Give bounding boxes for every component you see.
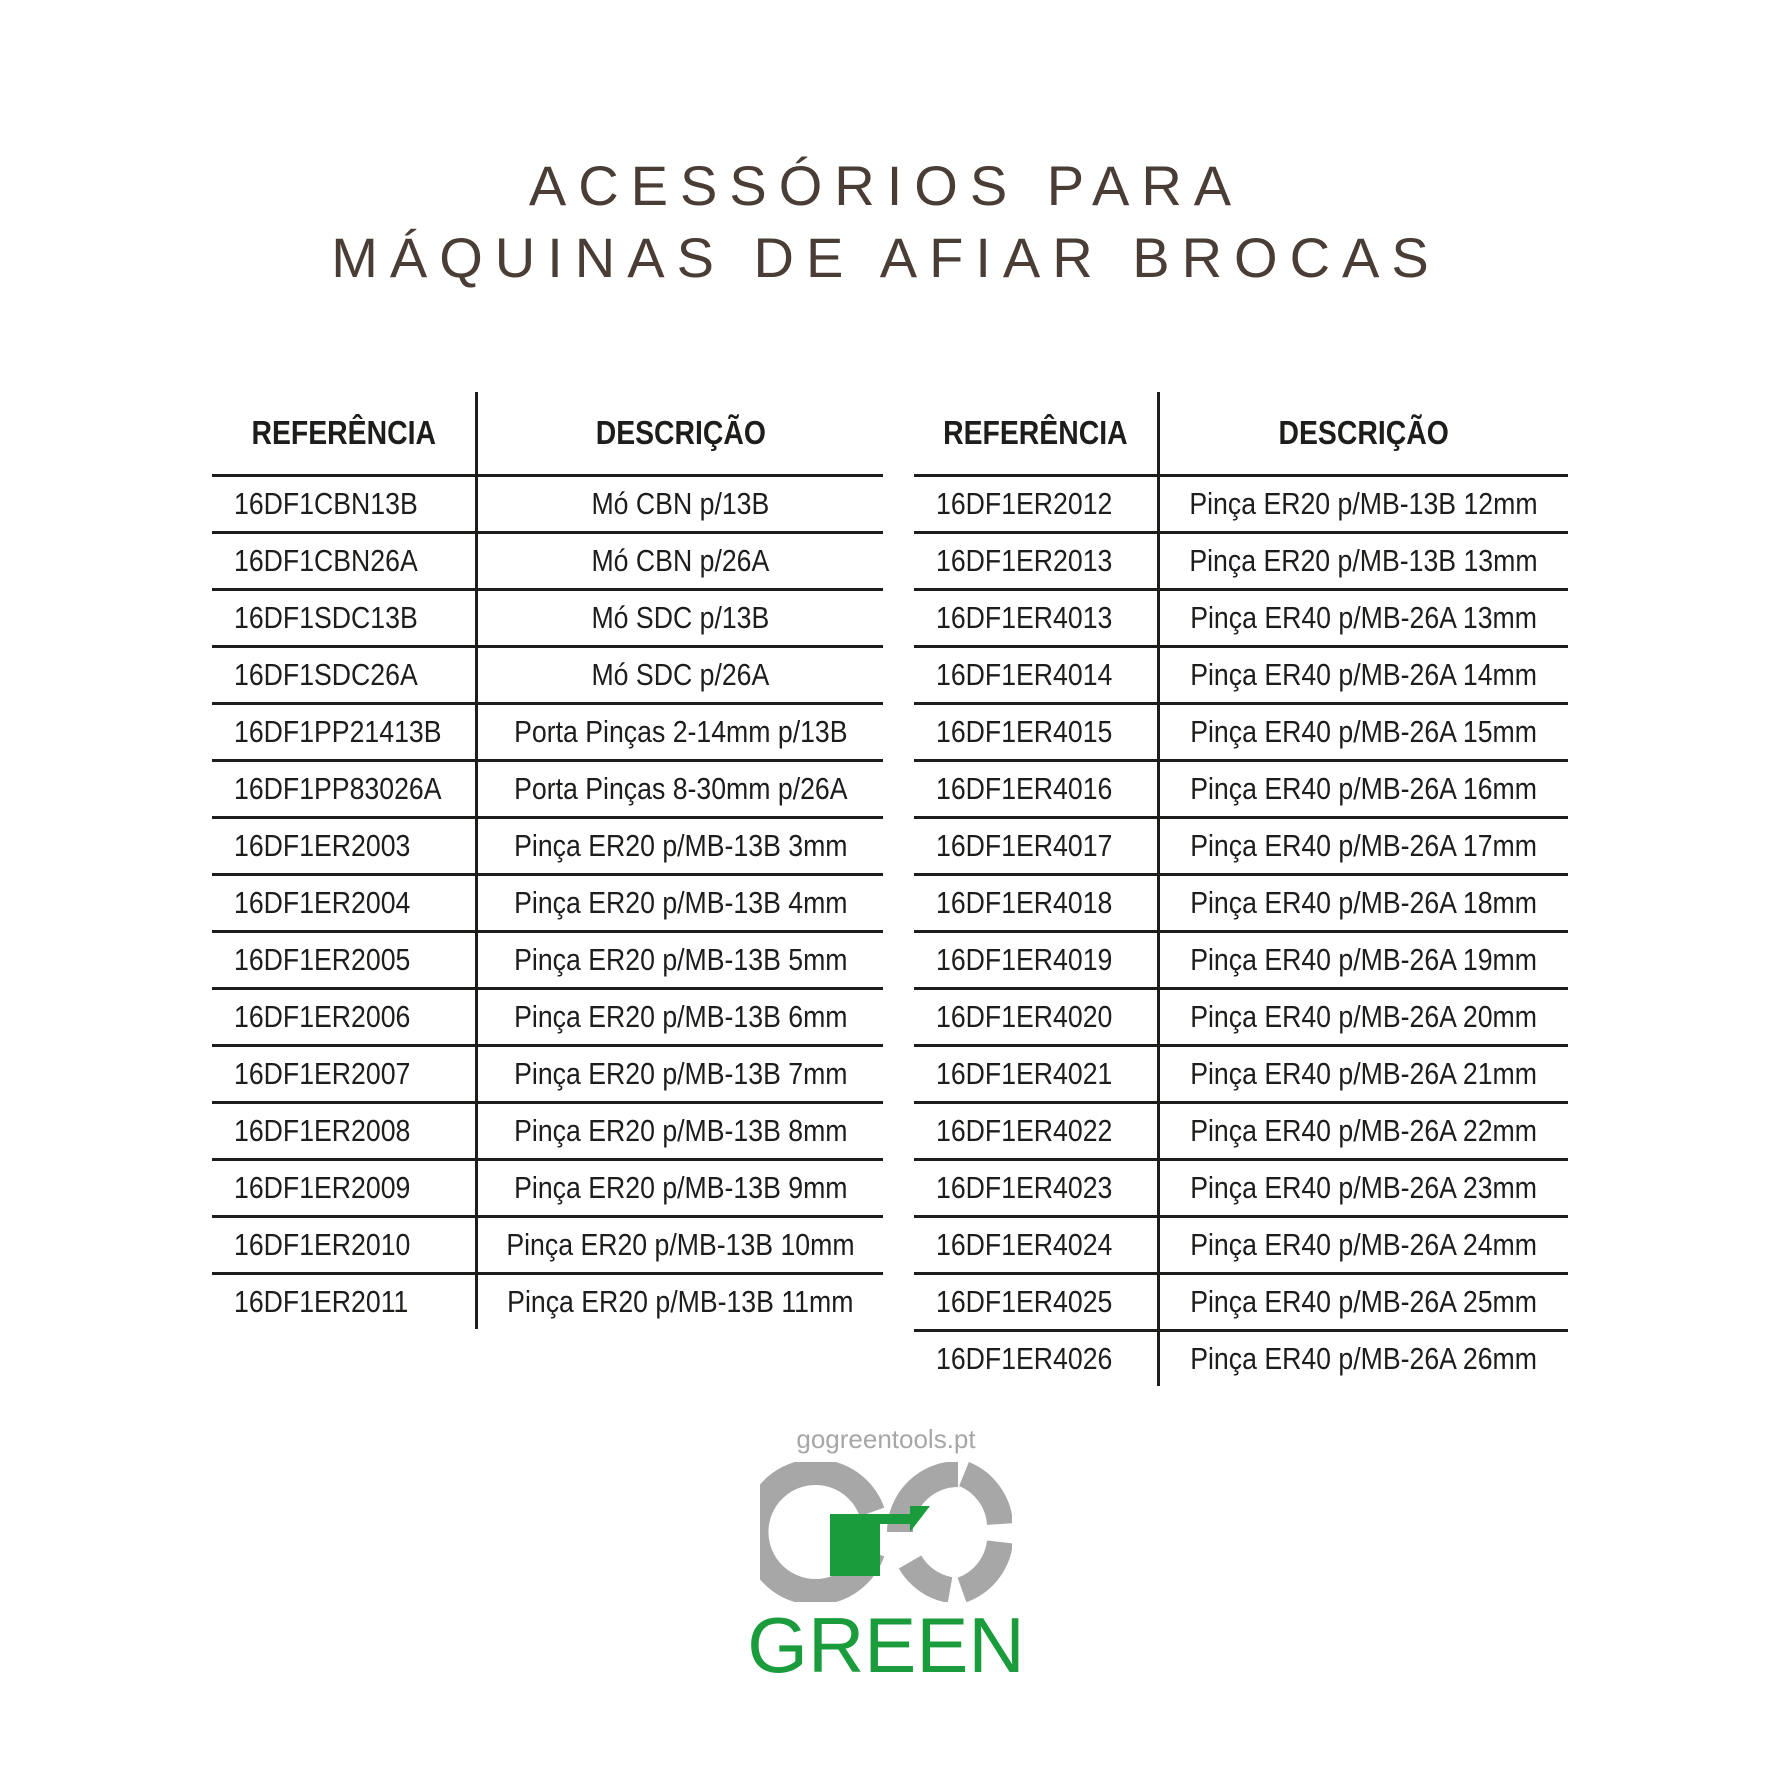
reference-text: 16DF1ER4018: [936, 885, 1113, 920]
reference-cell: [212, 1046, 477, 1103]
description-cell: [1158, 1217, 1568, 1274]
reference-cell: [212, 476, 477, 533]
description-text: Pinça ER20 p/MB-13B 3mm: [514, 828, 848, 863]
description-text: Pinça ER40 p/MB-26A 17mm: [1190, 828, 1538, 863]
reference-text: 16DF1ER2006: [234, 999, 411, 1034]
table-row: [914, 761, 1568, 818]
reference-text: 16DF1ER4020: [936, 999, 1113, 1034]
reference-cell: [212, 875, 477, 932]
table-row: [212, 647, 883, 704]
reference-cell: [212, 932, 477, 989]
description-text: Pinça ER40 p/MB-26A 13mm: [1190, 600, 1538, 635]
description-text: Pinça ER40 p/MB-26A 23mm: [1190, 1170, 1538, 1205]
reference-cell: [914, 1331, 1158, 1387]
description-cell: [477, 1046, 883, 1103]
description-cell: [1158, 647, 1568, 704]
logo-green-block: [830, 1524, 880, 1576]
reference-cell: [212, 1103, 477, 1160]
reference-text: 16DF1ER4023: [936, 1170, 1113, 1205]
website-url: gogreentools.pt: [796, 1424, 976, 1454]
table-row: [212, 932, 883, 989]
description-text: Pinça ER40 p/MB-26A 26mm: [1190, 1341, 1538, 1376]
table-row: [212, 590, 883, 647]
reference-text: 16DF1CBN26A: [234, 543, 418, 578]
description-cell: [1158, 875, 1568, 932]
table-row: [914, 875, 1568, 932]
reference-cell: [914, 1046, 1158, 1103]
table-row: [914, 1046, 1568, 1103]
reference-text: 16DF1ER2003: [234, 828, 411, 863]
reference-cell: [212, 1217, 477, 1274]
description-cell: [477, 647, 883, 704]
reference-cell: [212, 590, 477, 647]
description-text: Pinça ER40 p/MB-26A 25mm: [1190, 1284, 1538, 1319]
description-cell: [477, 875, 883, 932]
page-title: [0, 150, 1772, 294]
description-text: Pinça ER40 p/MB-26A 18mm: [1190, 885, 1538, 920]
table-row: [914, 989, 1568, 1046]
reference-cell: [914, 704, 1158, 761]
description-cell: [1158, 1046, 1568, 1103]
description-text: Pinça ER20 p/MB-13B 8mm: [514, 1113, 848, 1148]
description-cell: [1158, 1331, 1568, 1387]
table-row: [914, 533, 1568, 590]
reference-text: 16DF1ER2005: [234, 942, 411, 977]
description-text: Pinça ER20 p/MB-13B 12mm: [1189, 486, 1538, 521]
description-cell: [1158, 1160, 1568, 1217]
reference-cell: [212, 818, 477, 875]
description-cell: [477, 1160, 883, 1217]
table-row: [212, 476, 883, 533]
table-row: [914, 932, 1568, 989]
reference-text: 16DF1ER4019: [936, 942, 1113, 977]
reference-text: 16DF1ER2012: [936, 486, 1113, 521]
accessories-table-right: [914, 392, 1568, 1386]
logo-o-ring-right: [964, 1474, 1000, 1524]
description-cell: [477, 533, 883, 590]
table-row: [212, 1103, 883, 1160]
description-cell: [477, 590, 883, 647]
description-text: Porta Pinças 2-14mm p/13B: [514, 714, 848, 749]
reference-cell: [212, 647, 477, 704]
logo-o-ring-left: [910, 1562, 950, 1590]
description-cell: [1158, 590, 1568, 647]
description-text: Pinça ER20 p/MB-13B 4mm: [514, 885, 848, 920]
brand-name: GREEN: [747, 1601, 1025, 1689]
reference-text: 16DF1ER2009: [234, 1170, 411, 1205]
table-row: [914, 476, 1568, 533]
description-text: Mó CBN p/13B: [591, 486, 770, 521]
table-row: [914, 1103, 1568, 1160]
reference-cell: [914, 932, 1158, 989]
reference-text: 16DF1SDC13B: [234, 600, 418, 635]
description-text: Pinça ER40 p/MB-26A 21mm: [1190, 1056, 1538, 1091]
description-text: Pinça ER40 p/MB-26A 16mm: [1190, 771, 1538, 806]
reference-cell: [914, 647, 1158, 704]
reference-cell: [914, 1103, 1158, 1160]
reference-text: 16DF1ER4024: [936, 1227, 1113, 1262]
reference-cell: [212, 1274, 477, 1330]
description-cell: [477, 932, 883, 989]
reference-text: 16DF1ER4013: [936, 600, 1113, 635]
reference-cell: [914, 989, 1158, 1046]
description-cell: [1158, 932, 1568, 989]
table-row: [914, 1331, 1568, 1387]
reference-cell: [914, 1160, 1158, 1217]
reference-text: 16DF1ER4014: [936, 657, 1113, 692]
description-text: Porta Pinças 8-30mm p/26A: [514, 771, 848, 806]
description-text: Pinça ER20 p/MB-13B 13mm: [1189, 543, 1538, 578]
table-row: [212, 989, 883, 1046]
reference-cell: [914, 818, 1158, 875]
table-row: [212, 761, 883, 818]
accessories-table-left: [212, 392, 883, 1329]
description-cell: [1158, 1103, 1568, 1160]
reference-cell: [914, 533, 1158, 590]
table-row: [914, 1160, 1568, 1217]
description-text: Pinça ER40 p/MB-26A 22mm: [1190, 1113, 1538, 1148]
reference-text: 16DF1ER4015: [936, 714, 1113, 749]
description-text: Pinça ER40 p/MB-26A 19mm: [1190, 942, 1538, 977]
table-row: [914, 818, 1568, 875]
reference-cell: [914, 590, 1158, 647]
description-cell: [1158, 989, 1568, 1046]
reference-cell: [212, 533, 477, 590]
table-row: [212, 1046, 883, 1103]
description-text: Pinça ER20 p/MB-13B 9mm: [514, 1170, 848, 1205]
table-row: [914, 590, 1568, 647]
reference-text: 16DF1ER2007: [234, 1056, 411, 1091]
table-row: [914, 1274, 1568, 1331]
description-text: Pinça ER20 p/MB-13B 10mm: [506, 1227, 855, 1262]
reference-cell: [914, 1217, 1158, 1274]
description-cell: [477, 989, 883, 1046]
reference-text: 16DF1ER2010: [234, 1227, 411, 1262]
description-text: Mó SDC p/13B: [591, 600, 770, 635]
description-cell: [477, 1103, 883, 1160]
reference-text: 16DF1ER4017: [936, 828, 1113, 863]
reference-cell: [212, 1160, 477, 1217]
reference-text: 16DF1ER4025: [936, 1284, 1113, 1319]
go-logo-icon: [760, 1462, 1012, 1602]
reference-text: 16DF1ER4026: [936, 1341, 1113, 1376]
reference-text: 16DF1ER2008: [234, 1113, 411, 1148]
reference-cell: [914, 1274, 1158, 1331]
header-description: DESCRIÇÃO: [1187, 392, 1540, 476]
reference-text: 16DF1CBN13B: [234, 486, 418, 521]
reference-text: 16DF1ER4022: [936, 1113, 1113, 1148]
reference-cell: [914, 875, 1158, 932]
description-cell: [477, 1217, 883, 1274]
table-row: [212, 818, 883, 875]
reference-cell: [914, 476, 1158, 533]
reference-cell: [212, 704, 477, 761]
reference-text: 16DF1PP83026A: [234, 771, 442, 806]
reference-text: 16DF1PP21413B: [234, 714, 442, 749]
table-row: [212, 875, 883, 932]
description-text: Pinça ER40 p/MB-26A 20mm: [1190, 999, 1538, 1034]
table-header-row: [212, 392, 883, 476]
description-text: Pinça ER20 p/MB-13B 5mm: [514, 942, 848, 977]
description-text: Pinça ER40 p/MB-26A 14mm: [1190, 657, 1538, 692]
description-text: Mó SDC p/26A: [591, 657, 770, 692]
table-row: [914, 704, 1568, 761]
description-cell: [477, 1274, 883, 1330]
logo-o-ring-bottom: [962, 1542, 1000, 1590]
table-header-row: [914, 392, 1568, 476]
description-cell: [477, 476, 883, 533]
table-row: [914, 647, 1568, 704]
header-reference: REFERÊNCIA: [931, 392, 1141, 476]
table-row: [914, 1217, 1568, 1274]
description-cell: [477, 704, 883, 761]
table-row: [212, 1274, 883, 1330]
description-cell: [477, 818, 883, 875]
description-cell: [1158, 533, 1568, 590]
reference-text: 16DF1ER2004: [234, 885, 411, 920]
reference-text: 16DF1ER2013: [936, 543, 1113, 578]
reference-text: 16DF1ER2011: [234, 1284, 409, 1319]
table-row: [212, 704, 883, 761]
description-text: Mó CBN p/26A: [591, 543, 770, 578]
reference-text: 16DF1ER4016: [936, 771, 1113, 806]
table-row: [212, 1160, 883, 1217]
title-line-1: ACESSÓRIOS PARA: [528, 154, 1244, 217]
description-cell: [1158, 476, 1568, 533]
description-cell: [1158, 1274, 1568, 1331]
table-row: [212, 533, 883, 590]
header-reference: REFERÊNCIA: [231, 392, 459, 476]
description-cell: [1158, 704, 1568, 761]
description-text: Pinça ER40 p/MB-26A 15mm: [1190, 714, 1538, 749]
reference-cell: [212, 989, 477, 1046]
description-text: Pinça ER20 p/MB-13B 11mm: [507, 1284, 854, 1319]
title-line-2: MÁQUINAS DE AFIAR BROCAS: [331, 226, 1441, 289]
reference-text: 16DF1ER4021: [936, 1056, 1113, 1091]
table-row: [212, 1217, 883, 1274]
description-text: Pinça ER20 p/MB-13B 6mm: [514, 999, 848, 1034]
header-description: DESCRIÇÃO: [505, 392, 855, 476]
description-cell: [1158, 818, 1568, 875]
reference-text: 16DF1SDC26A: [234, 657, 418, 692]
description-text: Pinça ER20 p/MB-13B 7mm: [514, 1056, 848, 1091]
description-cell: [1158, 761, 1568, 818]
description-text: Pinça ER40 p/MB-26A 24mm: [1190, 1227, 1538, 1262]
reference-cell: [914, 761, 1158, 818]
reference-cell: [212, 761, 477, 818]
description-cell: [477, 761, 883, 818]
